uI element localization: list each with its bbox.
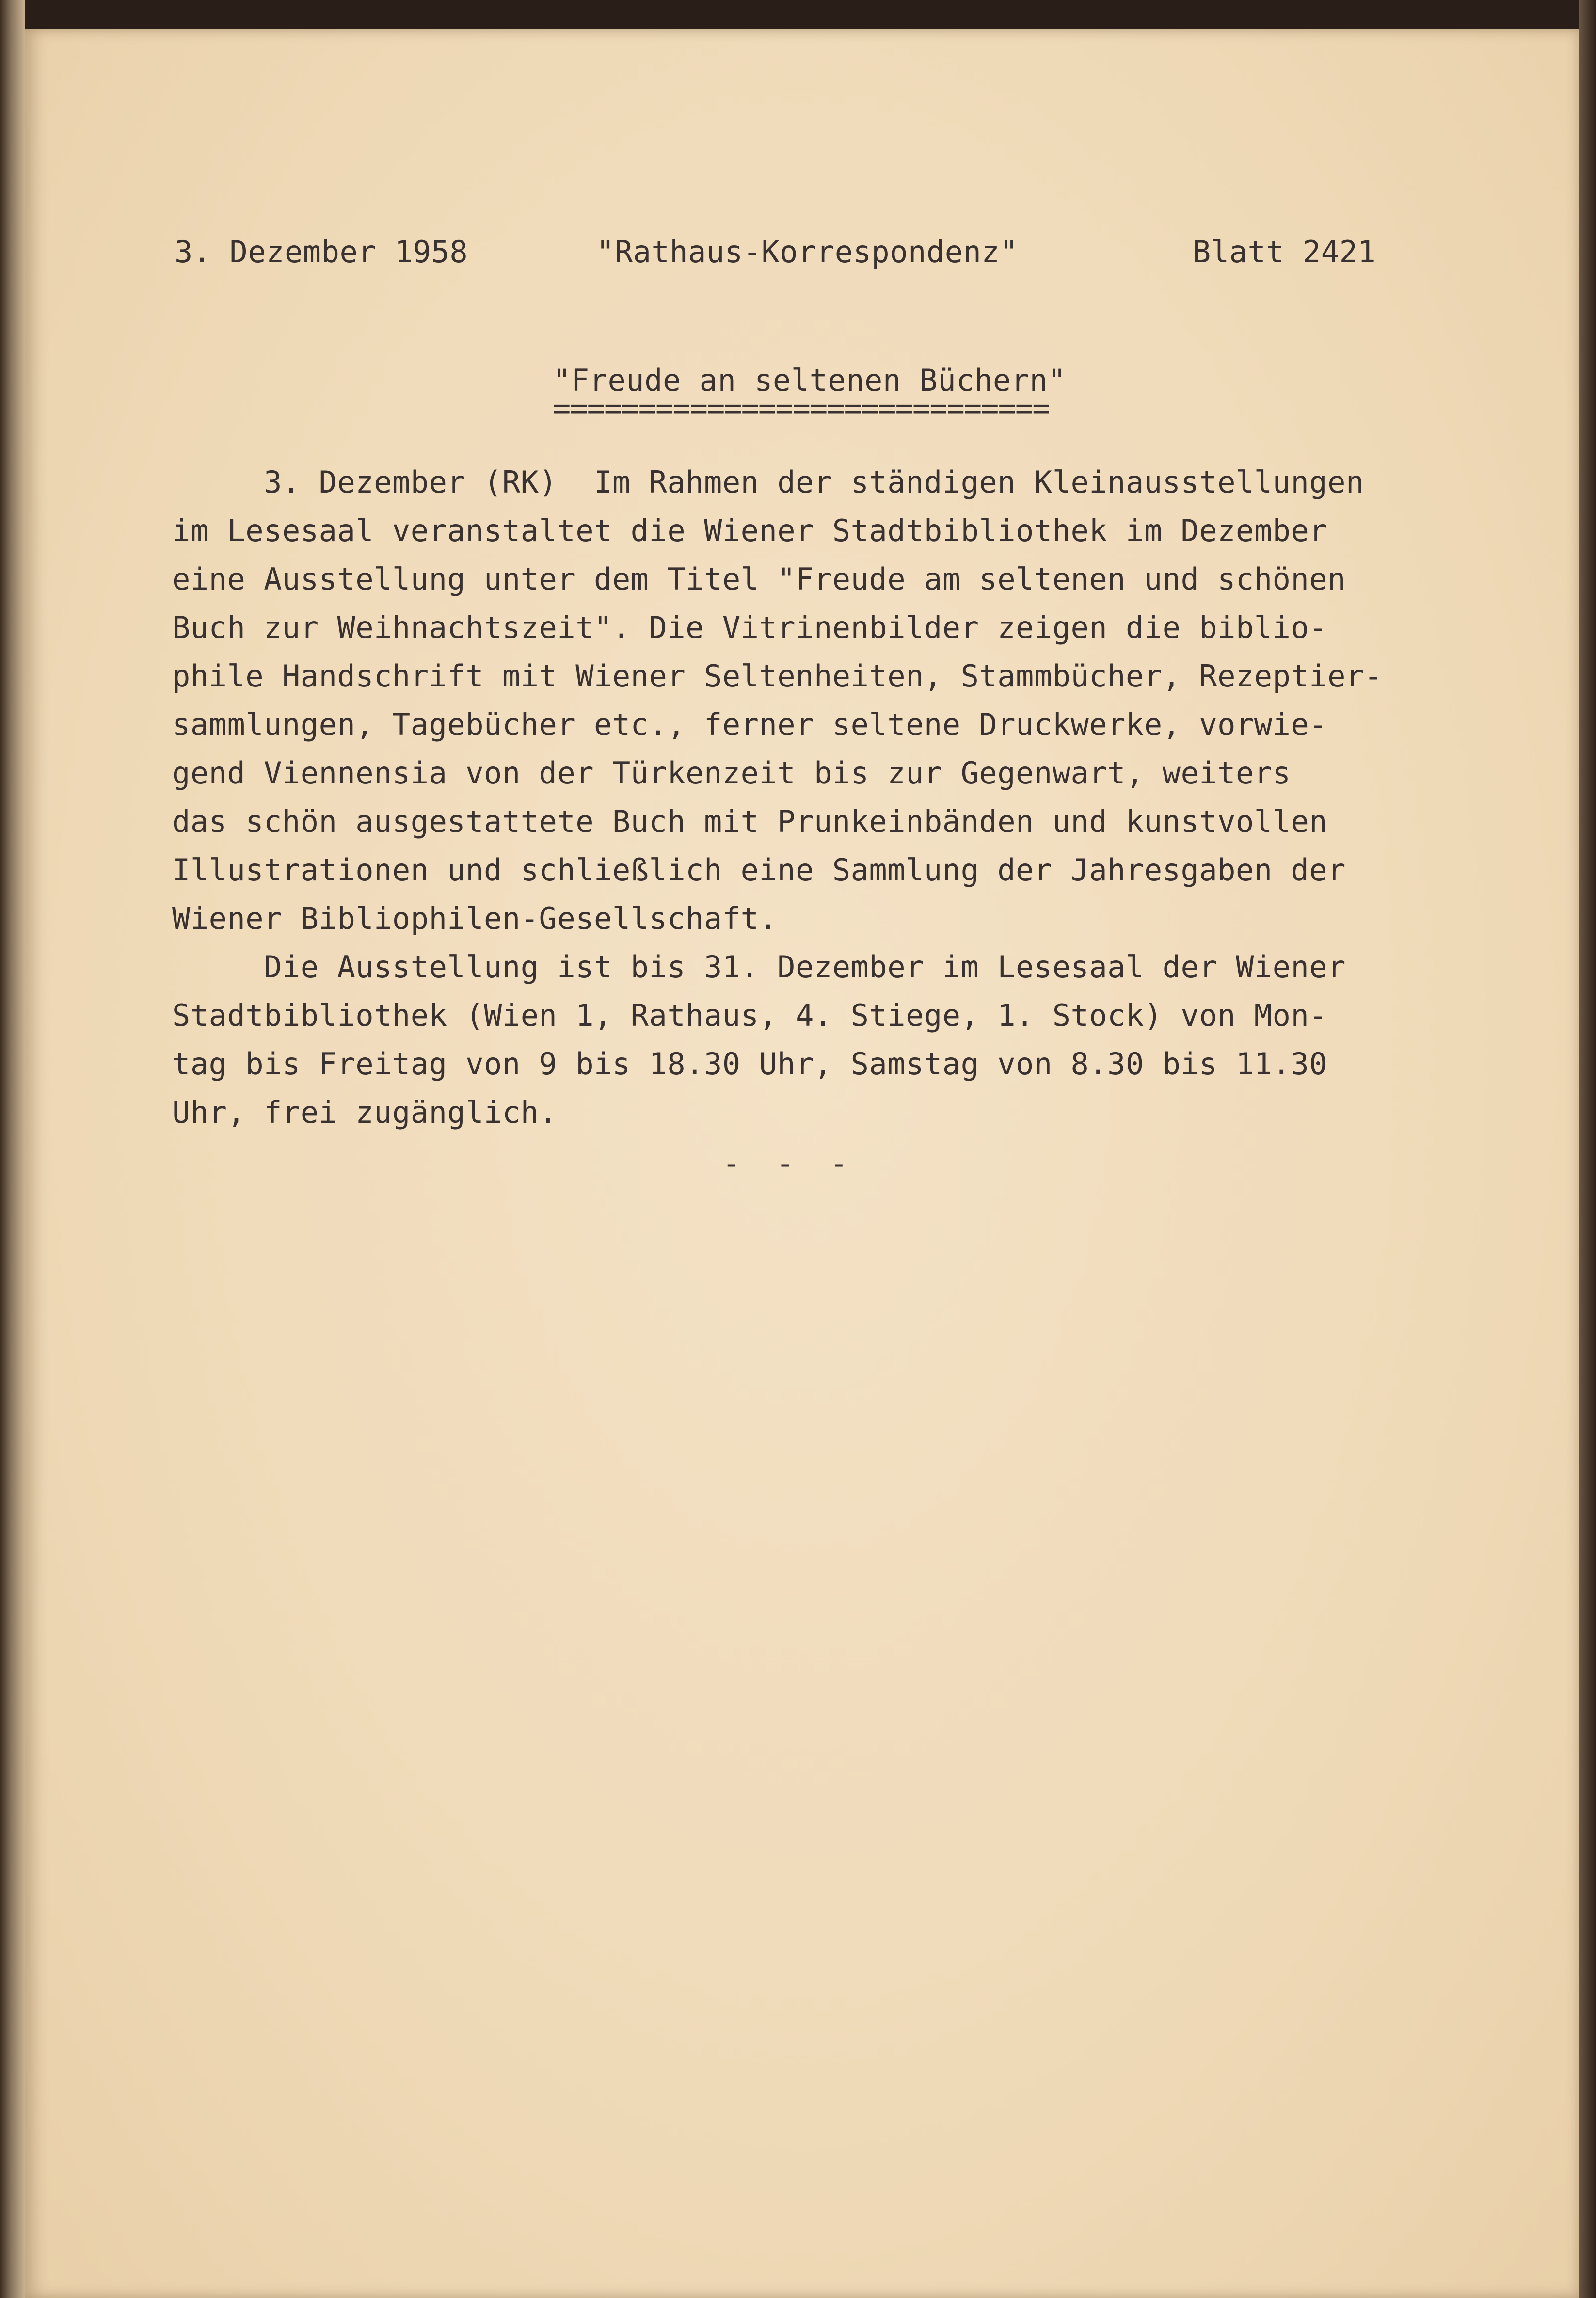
body-line: das schön ausgestattete Buch mit Prunkeinbänden und kunstvollen	[172, 804, 1328, 839]
body-line: im Lesesaal veranstaltet die Wiener Stadtbibliothek im Dezember	[172, 513, 1328, 548]
body-line: Buch zur Weihnachtszeit". Die Vitrinenbilder zeigen die biblio-	[172, 610, 1328, 645]
body-line: Wiener Bibliophilen-Gesellschaft.	[172, 901, 778, 936]
article-title: "Freude an seltenen Büchern"	[553, 363, 1067, 398]
header-date: 3. Dezember 1958	[175, 234, 468, 270]
body-line: phile Handschrift mit Wiener Seltenheiten, Stammbücher, Rezeptier-	[172, 658, 1383, 694]
body-line: Stadtbibliothek (Wien 1, Rathaus, 4. Stiege, 1. Stock) von Mon-	[172, 998, 1328, 1033]
body-line: eine Ausstellung unter dem Titel "Freude am seltenen und schönen	[172, 561, 1346, 597]
body-line: sammlungen, Tagebücher etc., ferner seltene Druckwerke, vorwie-	[172, 707, 1328, 742]
scan-right-edge	[1579, 0, 1596, 2298]
scan-top-edge	[0, 0, 1596, 29]
header-sheet-number: Blatt 2421	[1193, 234, 1376, 270]
article-body	[172, 458, 1491, 1137]
title-underline: =============================	[553, 390, 1050, 426]
body-line: Uhr, frei zugänglich.	[172, 1095, 558, 1130]
body-line: gend Viennensia von der Türkenzeit bis zur Gegenwart, weiters	[172, 755, 1291, 791]
body-line: tag bis Freitag von 9 bis 18.30 Uhr, Samstag von 8.30 bis 11.30	[172, 1046, 1328, 1082]
article-title-block	[553, 356, 1115, 426]
end-mark: - - -	[722, 1146, 857, 1181]
book-binding	[0, 0, 25, 2298]
body-line: Illustrationen und schließlich eine Sammlung der Jahresgaben der	[172, 852, 1346, 888]
body-line: Die Ausstellung ist bis 31. Dezember im Lesesaal der Wiener	[172, 949, 1346, 985]
body-line: 3. Dezember (RK) Im Rahmen der ständigen Kleinausstellungen	[172, 464, 1364, 500]
header-publication: "Rathaus-Korrespondenz"	[596, 234, 1019, 270]
